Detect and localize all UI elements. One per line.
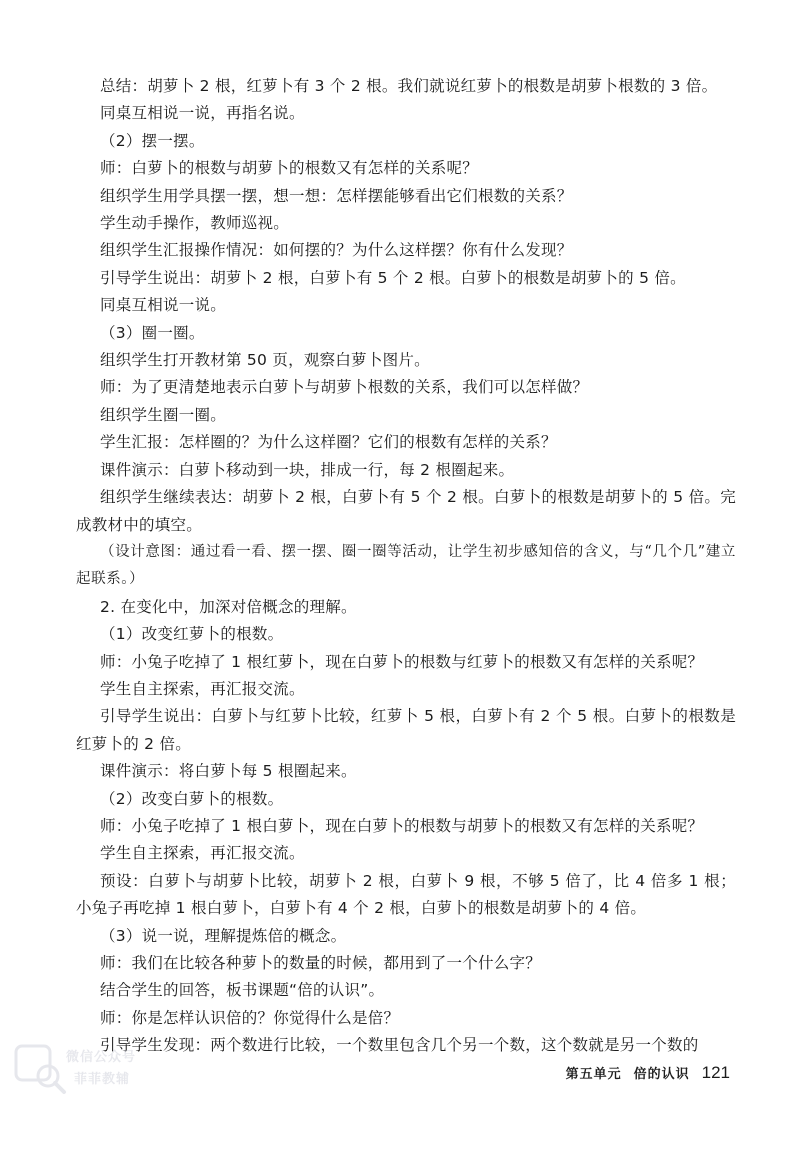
paragraph: 引导学生说出：白萝卜与红萝卜比较，红萝卜 5 根，白萝卜有 2 个 5 根。白萝卜的根数是红萝卜的 2 倍。 <box>76 707 736 753</box>
paragraph: 引导学生说出：胡萝卜 2 根，白萝卜有 5 个 2 根。白萝卜的根数是胡萝卜的 5 倍。 <box>100 268 686 287</box>
paragraph: 组织学生用学具摆一摆，想一想：怎样摆能够看出它们根数的关系？ <box>100 186 573 205</box>
paragraph: 师：我们在比较各种萝卜的数量的时候，都用到了一个什么字？ <box>100 954 542 972</box>
paragraph: 课件演示：将白萝卜每 5 根圈起来。 <box>100 762 357 781</box>
paragraph: 预设：白萝卜与胡萝卜比较，胡萝卜 2 根，白萝卜 9 根，不够 5 倍了，比 4 倍多 1 根；小兔子再吃掉 1 根白萝卜，白萝卜有 4 个 2 根，白萝卜的根数是胡萝卜的 4 倍。 <box>76 871 736 918</box>
paragraph: （2）改变白萝卜的根数。 <box>100 789 284 808</box>
paragraph: 组织学生打开教材第 50 页，观察白萝卜图片。 <box>100 351 430 370</box>
watermark-logo-icon <box>8 1036 68 1098</box>
paragraph: 同桌互相说一说，再指名说。 <box>100 104 305 123</box>
paragraph: 组织学生继续表达：胡萝卜 2 根，白萝卜有 5 个 2 根。白萝卜的根数是胡萝卜的 5 倍。完成教材中的填空。 <box>76 488 736 534</box>
paragraph: 引导学生发现：两个数进行比较，一个数里包含几个另一个数，这个数就是另一个数的 <box>100 1036 699 1055</box>
watermark <box>8 1036 158 1098</box>
paragraph: 组织学生汇报操作情况：如何摆的？为什么这样摆？你有什么发现？ <box>100 241 573 260</box>
paragraph: 学生动手操作，教师巡视。 <box>100 214 290 233</box>
paragraph: 结合学生的回答，板书课题“倍的认识”。 <box>100 981 385 1000</box>
paragraph: （3）说一说，理解提炼倍的概念。 <box>100 926 347 945</box>
paragraph: 学生自主探索，再汇报交流。 <box>100 679 305 698</box>
paragraph: （1）改变红萝卜的根数。 <box>100 625 284 644</box>
page-footer <box>566 1063 730 1083</box>
paragraph: 师：小兔子吃掉了 1 根红萝卜，现在白萝卜的根数与红萝卜的根数又有怎样的关系呢？ <box>100 652 704 671</box>
paragraph: 组织学生圈一圈。 <box>100 405 227 424</box>
watermark-line-2: 菲菲教辅 <box>74 1072 131 1087</box>
paragraph: 同桌互相说一说。 <box>100 296 227 315</box>
paragraph: （3）圈一圈。 <box>100 323 205 342</box>
paragraph: 师：你是怎样认识倍的？你觉得什么是倍？ <box>100 1008 400 1027</box>
footer-unit: 第五单元 <box>565 1067 622 1082</box>
paragraph: 学生汇报：怎样圈的？为什么这样圈？它们的根数有怎样的关系？ <box>100 433 557 452</box>
paragraph: 师：为了更清楚地表示白萝卜与胡萝卜根数的关系，我们可以怎样做？ <box>100 378 589 397</box>
design-intent-note: （设计意图：通过看一看、摆一摆、圈一圈等活动，让学生初步感知倍的含义，与“几个几”建立起联系。） <box>76 543 736 588</box>
paragraph: 师：白萝卜的根数与胡萝卜的根数又有怎样的关系呢？ <box>100 159 479 178</box>
page-number: 121 <box>701 1063 730 1082</box>
paragraph: 2. 在变化中，加深对倍概念的理解。 <box>100 597 357 616</box>
footer-title: 倍的认识 <box>633 1067 690 1082</box>
paragraph: 师：小兔子吃掉了 1 根白萝卜，现在白萝卜的根数与胡萝卜的根数又有怎样的关系呢？ <box>100 816 704 835</box>
watermark-line-1: 微信公众号 <box>66 1050 137 1065</box>
paragraph: 学生自主探索，再汇报交流。 <box>100 844 305 863</box>
paragraph: 课件演示：白萝卜移动到一块，排成一行，每 2 根圈起来。 <box>100 460 515 479</box>
paragraph: 总结：胡萝卜 2 根，红萝卜有 3 个 2 根。我们就说红萝卜的根数是胡萝卜根数的 3 倍。 <box>100 77 718 95</box>
lesson-body <box>76 73 736 1060</box>
paragraph: （2）摆一摆。 <box>100 131 205 150</box>
